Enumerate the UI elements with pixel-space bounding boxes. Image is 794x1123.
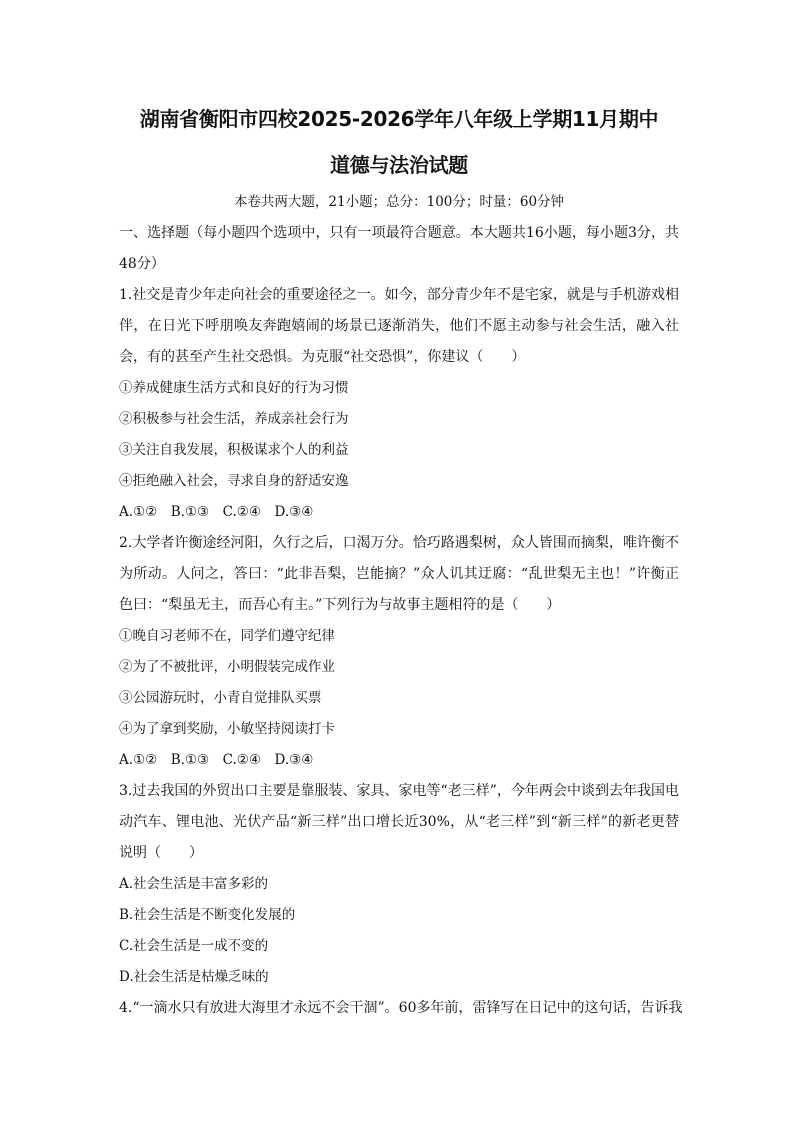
statement-2-2: ②为了不被批评，小明假装完成作业 [119, 659, 335, 675]
question-stem-4: 4.“一滴水只有放进大海里才永远不会干涸”。60多年前，雷锋写在日记中的这句话，告诉我 [119, 1000, 683, 1016]
choices-2: A.①② B.①③ C.②④ D.③④ [119, 752, 314, 768]
statement-1-4: ④拒绝融入社会，寻求自身的舒适安逸 [119, 473, 349, 489]
exam-subject: 道德与法治试题 [330, 153, 468, 177]
question-stem-3: 3.过去我国的外贸出口主要是靠服装、家具、家电等“老三样”，今年两会中谈到去年我国电动汽车、锂电池、光伏产品“新三样”出口增长近30%，从“老三样”到“新三样”的新老更替说明（ ） [119, 783, 679, 861]
option-3-a: A.社会生活是丰富多彩的 [119, 876, 269, 892]
option-3-c: C.社会生活是一成不变的 [119, 938, 269, 954]
exam-info: 本卷共两大题，21小题；总分：100分；时量：60分钟 [233, 194, 565, 210]
question-stem-2: 2.大学者许衡途经河阳，久行之后，口渴万分。恰巧路遇梨树，众人皆围而摘梨，唯许衡不为所动。人问之，答曰：“此非吾梨，岂能摘？”众人讥其迂腐：“乱世梨无主也！”许衡正色曰：“梨虽无主，而吾心有主。”下列行为与故事主题相符的是（ ） [119, 535, 679, 613]
statement-1-1: ①养成健康生活方式和良好的行为习惯 [119, 380, 349, 396]
exam-page [119, 96, 683, 1024]
option-3-b: B.社会生活是不断变化发展的 [119, 907, 296, 923]
statement-1-3: ③关注自我发展，积极谋求个人的利益 [119, 442, 349, 458]
exam-title: 湖南省衡阳市四校2025-2026学年八年级上学期11月期中 [139, 107, 659, 131]
choices-1: A.①② B.①③ C.②④ D.③④ [119, 504, 314, 520]
section-heading: 一、选择题（每小题四个选项中，只有一项最符合题意。本大题共16小题，每小题3分，共48分） [119, 225, 679, 272]
statement-2-4: ④为了拿到奖励，小敏坚持阅读打卡 [119, 721, 335, 737]
statement-2-1: ①晚自习老师不在，同学们遵守纪律 [119, 628, 335, 644]
statement-2-3: ③公园游玩时，小青自觉排队买票 [119, 690, 322, 706]
statement-1-2: ②积极参与社会生活，养成亲社会行为 [119, 411, 349, 427]
option-3-d: D.社会生活是枯燥乏味的 [119, 969, 269, 985]
question-stem-1: 1.社交是青少年走向社会的重要途径之一。如今，部分青少年不是宅家，就是与手机游戏相伴，在日光下呼朋唤友奔跑嬉闹的场景已逐渐消失，他们不愿主动参与社会生活，融入社会，有的甚至产生社交恐惧。为克服“社交恐惧”，你建议（ ） [119, 287, 679, 365]
